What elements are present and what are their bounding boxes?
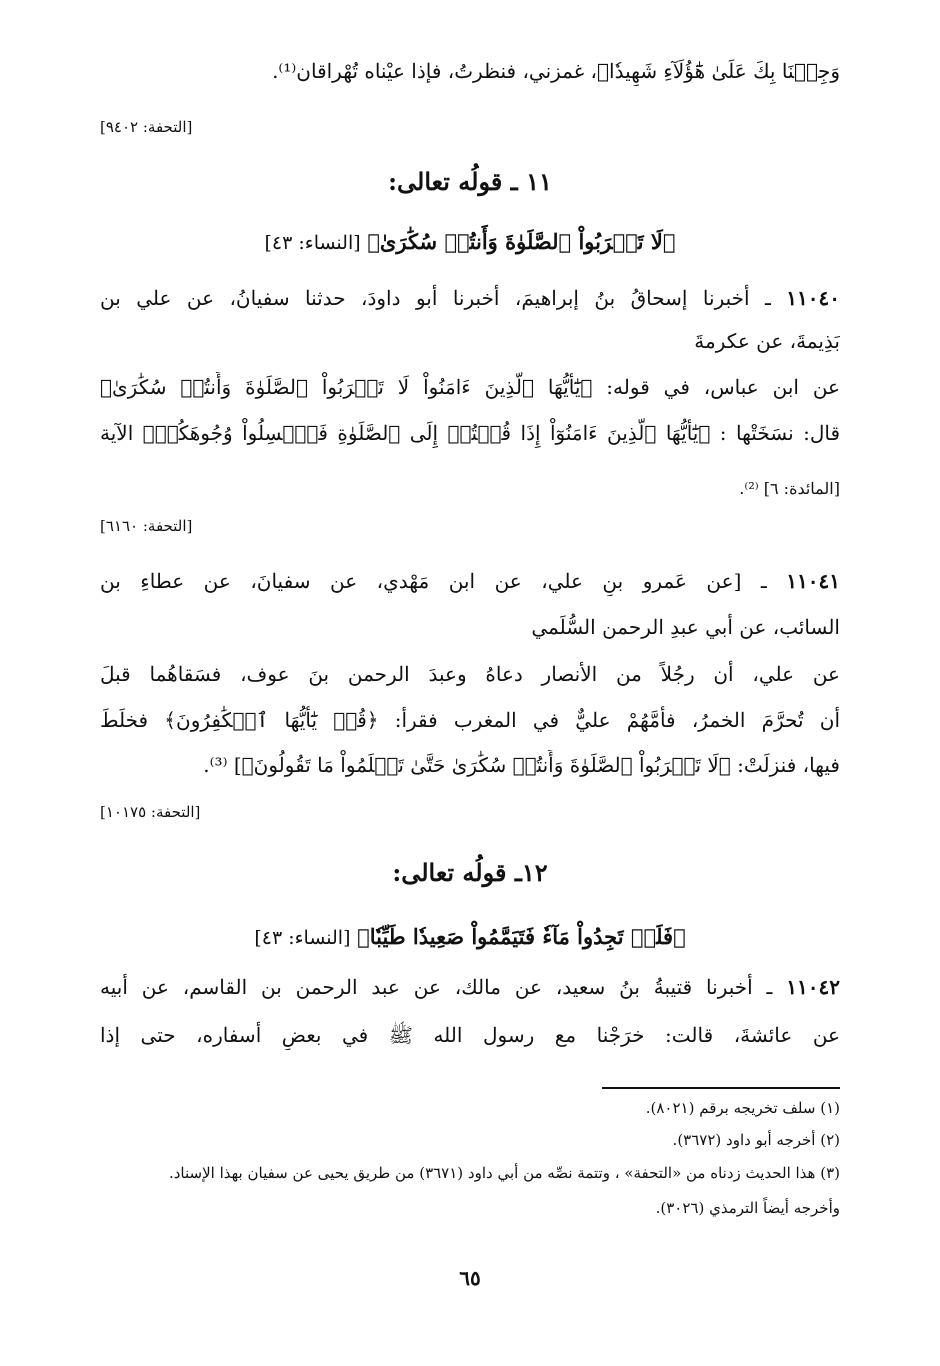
- section-heading-12: ١٢ـ قولُه تعالى:: [392, 858, 548, 887]
- hadith-11040-line-3: عن ابن عباس، في قوله: ﴿يَٰٓأَيُّهَا ٱلَّذِينَ ءَامَنُواْ لَا تَقۡرَبُواْ ٱلصَّلَوٰةَ وَأَنتُمۡ سُكَٰرَىٰ﴾: [100, 375, 840, 399]
- verse-citation: [النساء: ٤٣]: [254, 927, 351, 949]
- hadith-text: ـ [عن عَمرو بنِ علي، عن ابن مَهْدي، عن سفيانَ، عن عطاءِ بن: [100, 569, 767, 593]
- verse-text: ﴿فَلَمۡ تَجِدُواْ مَآءٗ فَتَيَمَّمُواْ صَعِيدٗا طَيِّبٗا﴾: [357, 924, 686, 949]
- hadith-11042-line-1: [100, 972, 840, 1002]
- footnote-divider: [602, 1087, 840, 1089]
- hadith-text: ـ أخبرنا قتيبةُ بنُ سعيد، عن مالك، عن عبد الرحمن بن القاسم، عن أبيه: [100, 975, 773, 999]
- hadith-11040-line-1: [100, 283, 840, 313]
- hadith-11040-line-5: [المائدة: ٦] ⁽²⁾.: [739, 479, 840, 498]
- footnote-3: (٣) هذا الحديث زدناه من «التحفة» ، وتتمة نصِّه من أبي داود (٣٦٧١) من طريق يحيى عن سفيان بهذا الإسناد.: [168, 1164, 840, 1182]
- tuhfa-reference-2: [التحفة: ٦١٦٠]: [100, 517, 193, 535]
- section-heading-11: ١١ ـ قولُه تعالى:: [388, 167, 552, 196]
- footnote-3-continuation: وأخرجه أيضاً الترمذي (٣٠٢٦).: [655, 1199, 840, 1217]
- tuhfa-reference-3: [التحفة: ١٠١٧٥]: [100, 803, 201, 821]
- hadith-number: ١١٠٤٠: [786, 286, 840, 310]
- hadith-text: ـ أخبرنا إسحاقُ بنُ إبراهيمَ، أخبرنا أبو داودَ، حدثنا سفيانُ، عن علي بن: [100, 286, 771, 310]
- verse-heading-12: [0, 921, 940, 954]
- footnote-1: (١) سلف تخريجه برقم (٨٠٢١).: [645, 1099, 840, 1117]
- verse-text: ﴿لَا تَقۡرَبُواْ ٱلصَّلَوٰةَ وَأَنتُمۡ سُكَٰرَىٰ﴾: [367, 229, 676, 254]
- footnote-2: (٢) أخرجه أبو داود (٣٦٧٢).: [672, 1131, 840, 1149]
- hadith-11042-line-2: عن عائشةَ، قالت: خرَجْنا مع رسول الله ﷺ في بعضِ أسفاره، حتى إذا: [100, 1023, 840, 1047]
- hadith-11041-line-4: أن تُحرَّمَ الخمرُ، فأمَّهُمْ عليٌّ في المغرب فقرأ: ﴿قُلۡ يَٰٓأَيُّهَا ٱلۡكَٰفِرُونَ﴾ فخلَطَ: [100, 708, 840, 732]
- hadith-11040-line-4: قال: نسَخَتْها : ﴿يَٰٓأَيُّهَا ٱلَّذِينَ ءَامَنُوٓاْ إِذَا قُمۡتُمۡ إِلَى ٱلصَّلَوٰةِ فَٱغۡسِلُواْ وُجُوهَكُمۡ﴾ الآية: [100, 421, 840, 445]
- hadith-11041-line-5: فيها، فنزلَتْ: ﴿لَا تَقۡرَبُواْ ٱلصَّلَوٰةَ وَأَنتُمۡ سُكَٰرَىٰ حَتَّىٰ تَعۡلَمُواْ مَا تَقُولُونَ﴾] ⁽³⁾.: [203, 753, 840, 777]
- hadith-number: ١١٠٤١: [786, 569, 840, 593]
- tuhfa-reference-1: [التحفة: ٩٤٠٢]: [100, 118, 193, 136]
- hadith-11040-line-2: بَذِيمةَ، عن عكرمةَ: [694, 329, 840, 353]
- page-number: ٦٥: [459, 1266, 481, 1290]
- verse-citation: [النساء: ٤٣]: [264, 232, 361, 254]
- hadith-number: ١١٠٤٢: [786, 975, 840, 999]
- hadith-11041-line-3: عن علي، أن رجُلاً من الأنصار دعاهُ وعبدَ الرحمن بنَ عوف، فسَقاهُما قبلَ: [100, 662, 840, 686]
- hadith-11041-line-1: [100, 566, 840, 596]
- text-line-1: وَجِئۡنَا بِكَ عَلَىٰ هَٰٓؤُلَآءِ شَهِيدٗا﴾، غمزني، فنظرتُ، فإذا عيْناه تُهْراقان⁽¹⁾.: [272, 59, 840, 83]
- hadith-11041-line-2: السائب، عن أبي عبدِ الرحمن السُّلَمي: [531, 615, 840, 639]
- verse-heading-11: [0, 226, 940, 259]
